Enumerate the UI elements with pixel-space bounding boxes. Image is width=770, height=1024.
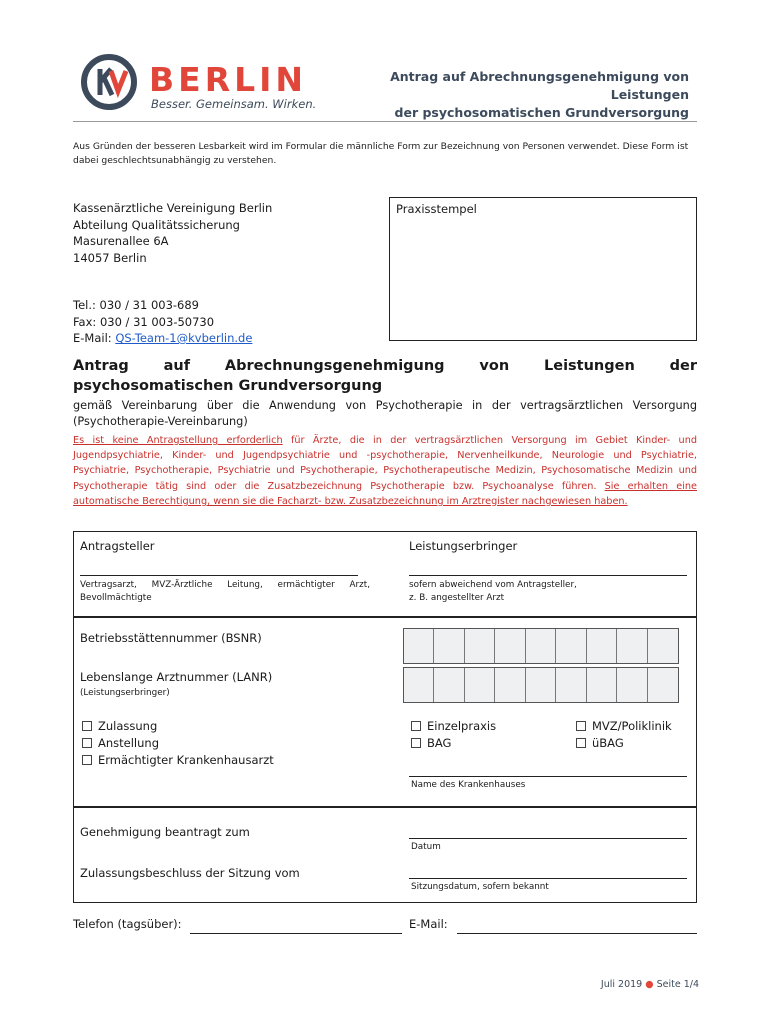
- phone-number: Tel.: 030 / 31 003-689: [73, 298, 200, 312]
- option-label: Ermächtigter Krankenhausarzt: [98, 753, 274, 767]
- form-subtitle: gemäß Vereinbarung über die Anwendung von Psychotherapie in der vertragsärztlichen Versorgung (Psychotherapie-Vereinbarung): [73, 399, 697, 428]
- bullet-icon: ●: [645, 979, 654, 990]
- provider-input-line[interactable]: [409, 574, 687, 576]
- address-line: Abteilung Qualitätssicherung: [73, 217, 240, 232]
- lanr-digit-cell[interactable]: [404, 668, 434, 702]
- practice-section: [73, 617, 697, 807]
- phone-label: Telefon (tagsüber):: [73, 917, 182, 931]
- provider-hint: [409, 579, 577, 605]
- exemption-note: [73, 433, 697, 509]
- bsnr-input-grid[interactable]: [403, 628, 679, 664]
- phone-input-line[interactable]: [190, 932, 402, 934]
- lanr-label: Lebenslange Arztnummer (LANR): [80, 670, 273, 684]
- provider-hint-line: z. B. angestellter Arzt: [409, 593, 505, 603]
- email-input-line[interactable]: [457, 932, 697, 934]
- email-label: E-Mail:: [73, 331, 116, 345]
- lanr-digit-cell[interactable]: [495, 668, 525, 702]
- applicant-label: Antragsteller: [80, 539, 155, 553]
- intro-text: Aus Gründen der besseren Lesbarkeit wird im Formular die männliche Form zur Bezeichnung von Personen verwendet. Diese Form ist dabei geschlechtsunabhängig zu verstehen.: [73, 141, 689, 166]
- option-label: Anstellung: [98, 736, 159, 750]
- practice-stamp-box[interactable]: [389, 197, 697, 341]
- applicant-section: [73, 531, 697, 617]
- lanr-digit-cell[interactable]: [648, 668, 678, 702]
- option-anstellung[interactable]: [82, 735, 274, 752]
- lanr-digit-cell[interactable]: [434, 668, 464, 702]
- employment-options: [82, 718, 274, 769]
- lanr-digit-cell[interactable]: [587, 668, 617, 702]
- option-ermaechtigt[interactable]: [82, 752, 274, 769]
- hospital-name-line[interactable]: [409, 775, 687, 777]
- bsnr-digit-cell[interactable]: [617, 629, 647, 663]
- approval-date-line[interactable]: [409, 837, 687, 839]
- practice-type-options-2: [576, 718, 672, 752]
- logo-wordmark: BERLIN: [149, 60, 308, 99]
- page-footer: [601, 979, 699, 990]
- address-line: Masurenallee 6A: [73, 234, 169, 248]
- provider-hint-line: sofern abweichend vom Antragsteller,: [409, 580, 577, 590]
- contact-info: [73, 297, 252, 347]
- admission-date-hint: Sitzungsdatum, sofern bekannt: [411, 882, 549, 892]
- option-label: MVZ/Poliklinik: [592, 719, 672, 733]
- option-bag[interactable]: [411, 735, 496, 752]
- bsnr-digit-cell[interactable]: [556, 629, 586, 663]
- option-zulassung[interactable]: [82, 718, 274, 735]
- checkbox-icon[interactable]: [82, 721, 92, 731]
- provider-label: Leistungserbringer: [409, 539, 518, 553]
- footer-date: Juli 2019: [600, 979, 643, 990]
- approval-date-label: Genehmigung beantragt zum: [80, 825, 250, 839]
- option-label: üBAG: [592, 736, 624, 750]
- option-label: Zulassung: [98, 719, 158, 733]
- option-einzelpraxis[interactable]: [411, 718, 496, 735]
- address-line: Kassenärztliche Vereinigung Berlin: [73, 201, 273, 215]
- applicant-input-line[interactable]: [80, 574, 358, 576]
- approval-date-hint: Datum: [411, 842, 441, 852]
- checkbox-icon[interactable]: [82, 755, 92, 765]
- note-link-automatic[interactable]: Sie erhalten eine automatische Berechtigung, wenn sie die Facharzt- bzw. Zusatzbezeichnung im Arztregister nachgewiesen haben.: [73, 480, 697, 507]
- header-title-line1: Antrag auf Abrechnungsgenehmigung von Leistungen: [390, 69, 689, 102]
- checkbox-icon[interactable]: [576, 738, 586, 748]
- bsnr-label: Betriebsstättennummer (BSNR): [80, 631, 262, 645]
- practice-type-options: [411, 718, 496, 752]
- admission-date-label: Zulassungsbeschluss der Sitzung vom: [80, 866, 300, 880]
- lanr-input-grid[interactable]: [403, 667, 679, 703]
- bsnr-digit-cell[interactable]: [465, 629, 495, 663]
- kv-logo-icon: [80, 53, 138, 111]
- address-line: 14057 Berlin: [73, 250, 147, 265]
- form-title: Antrag auf Abrechnungsgenehmigung von Leistungen der psychosomatischen Grundversorgung: [73, 358, 697, 394]
- lanr-digit-cell[interactable]: [526, 668, 556, 702]
- fax-number: Fax: 030 / 31 003-50730: [73, 314, 215, 329]
- header-divider: [73, 121, 697, 122]
- option-mvz[interactable]: [576, 718, 672, 735]
- admission-date-line[interactable]: [409, 877, 687, 879]
- checkbox-icon[interactable]: [411, 738, 421, 748]
- bsnr-digit-cell[interactable]: [587, 629, 617, 663]
- bsnr-digit-cell[interactable]: [404, 629, 434, 663]
- note-body: für Ärzte, die in der vertragsärztlichen Versorgung im Gebiet Kinder- und Jugendpsychiatrie, Kinder- und Jugendpsychiatrie und -psychotherapie, Nervenheilkunde, Neurologie und Psychiatrie, Psychiatrie, Psychotherapie, Psychiatrie und Psychotherapie, Psychotherapeutische Medizin, Psychosomatische Medizin und Psychotherapie tätig sind oder die Zusatzbezeichnung Psychotherapie bzw. Psychoanalyse führen.: [73, 435, 697, 492]
- header-title-line2: der psychosomatischen Grundversorgung: [394, 105, 689, 120]
- page-number: Seite 1/4: [656, 979, 699, 990]
- option-label: BAG: [427, 736, 452, 750]
- lanr-hint: (Leistungserbringer): [80, 688, 170, 698]
- dates-section: [73, 807, 697, 903]
- stamp-label: Praxisstempel: [396, 202, 477, 216]
- option-label: Einzelpraxis: [427, 719, 497, 733]
- bsnr-digit-cell[interactable]: [495, 629, 525, 663]
- hospital-name-hint: Name des Krankenhauses: [411, 780, 526, 790]
- lanr-digit-cell[interactable]: [465, 668, 495, 702]
- lanr-digit-cell[interactable]: [617, 668, 647, 702]
- email-link[interactable]: QS-Team-1@kvberlin.de: [115, 331, 253, 345]
- option-uebag[interactable]: [576, 735, 672, 752]
- recipient-address: [73, 200, 272, 266]
- bsnr-digit-cell[interactable]: [434, 629, 464, 663]
- note-link-no-application[interactable]: Es ist keine Antragstellung erforderlich: [73, 435, 283, 446]
- checkbox-icon[interactable]: [82, 738, 92, 748]
- lanr-digit-cell[interactable]: [556, 668, 586, 702]
- bsnr-digit-cell[interactable]: [648, 629, 678, 663]
- applicant-hint: Vertragsarzt, MVZ-Ärztliche Leitung, ermächtigter Arzt, Bevollmächtigte: [80, 580, 370, 603]
- bsnr-digit-cell[interactable]: [526, 629, 556, 663]
- logo-tagline: Besser. Gemeinsam. Wirken.: [151, 97, 317, 111]
- checkbox-icon[interactable]: [411, 721, 421, 731]
- header-title: [309, 68, 689, 122]
- email-field-label: E-Mail:: [409, 917, 448, 931]
- checkbox-icon[interactable]: [576, 721, 586, 731]
